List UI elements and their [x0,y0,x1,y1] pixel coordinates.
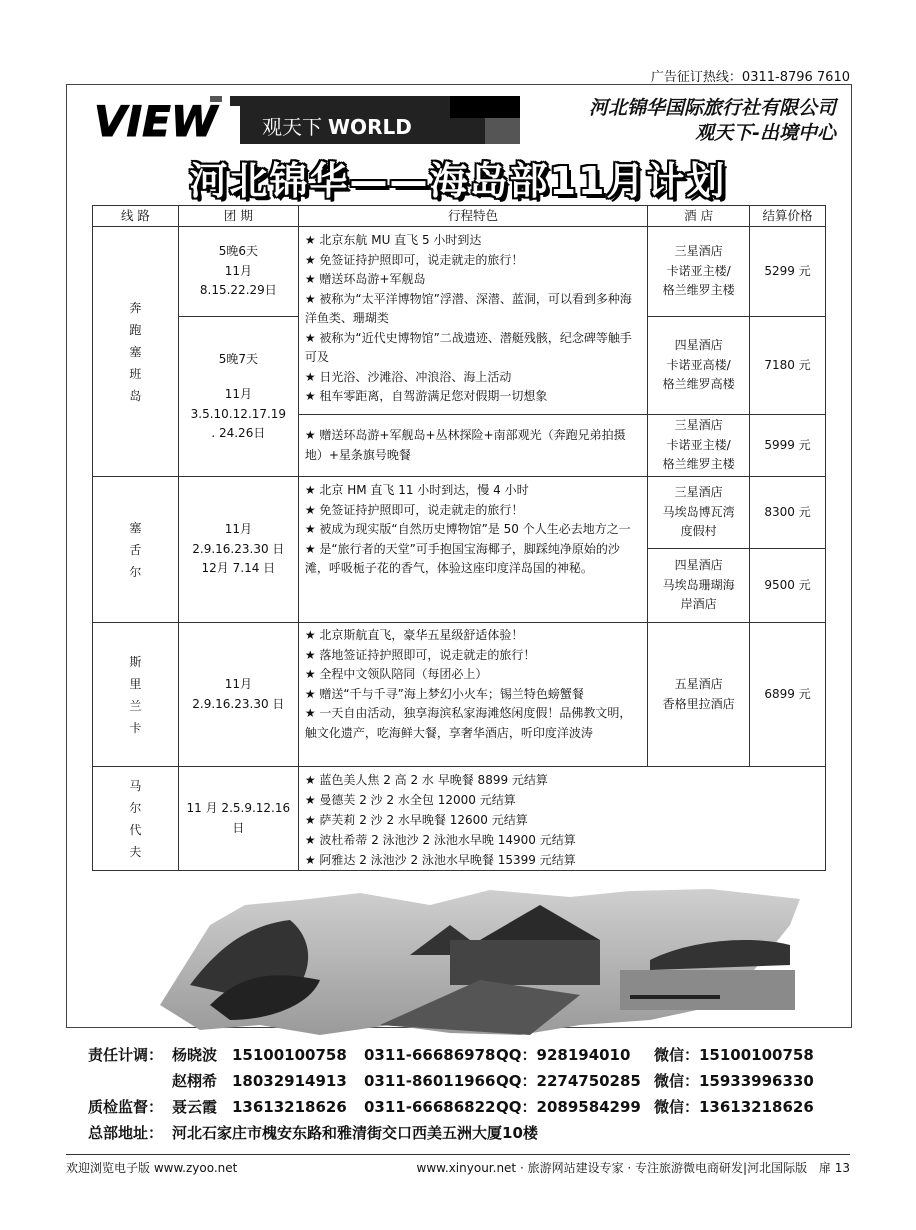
hotel-cell [648,415,750,477]
hotel-cell [648,227,750,317]
contact-wechat: 微信：15100100758 [654,1046,814,1064]
contact-wechat: 微信：15933996330 [654,1072,814,1090]
feature-item: ★ 波杜希蒂 2 泳池沙 2 泳池水早晚 14900 元结算 [304,833,576,847]
logo-brand: VIEW [94,97,218,144]
feature-item: ★ 被成为现实版“自然历史博物馆”是 50 个人生必去地方之一 [304,522,631,536]
feature-item: ★ 租车零距离，自驾游满足您对假期一切想象 [304,389,548,403]
contact-qq: QQ：2089584299 [496,1098,641,1116]
company-name: 河北锦华国际旅行社有限公司 [588,97,836,119]
hotel-text: 卡诺亚高楼/ [666,357,731,372]
features-cell [298,227,647,415]
hotel-text: 卡诺亚主楼/ [666,263,731,278]
dates-cell [178,317,298,477]
logo-cn: 观天下 [262,115,322,139]
contact-tel: 0311-86011966 [364,1072,496,1090]
header-price: 结算价格 [750,206,826,227]
feature-item: ★ 全程中文领队陪同（每团必上） [304,667,488,681]
contact-row [88,1042,814,1068]
feature-item: ★ 落地签证持护照即可，说走就走的旅行！ [304,647,536,662]
hotel-text: 度假村 [680,524,717,539]
price-cell: 5999 元 [750,415,826,477]
hotel-text: 格兰维罗主楼 [662,457,735,472]
feature-item: ★ 免签证持护照即可，说走就走的旅行！ [304,502,524,517]
price-cell: 6899 元 [750,623,826,767]
hotel-text: 三星酒店 [674,485,723,500]
contact-label: 质检监督： [88,1098,164,1116]
header-route: 线 路 [93,206,179,227]
dates-text: 11 月 2.5.9.12.16 [186,801,291,815]
price-cell: 9500 元 [750,549,826,623]
page-footer [66,1154,850,1175]
hotel-text: 马埃岛珊瑚海 [662,577,735,592]
feature-item: ★ 是“旅行者的天堂”可手抱国宝海椰子，脚踩纯净原始的沙滩，呼吸栀子花的香气，体验这座印度洋岛国的神秘。 [304,541,620,575]
feature-item: ★ 北京斯航直飞，豪华五星级舒适体验！ [304,628,524,642]
dates-cell [178,227,298,317]
feature-item: ★ 赠送环岛游+军舰岛 [304,272,426,286]
contact-tel: 0311-66686978 [364,1046,496,1064]
price-cell: 8300 元 [750,477,826,549]
dates-cell [178,623,298,767]
hotel-text: 香格里拉酒店 [662,696,735,711]
view-world-logo [90,96,520,144]
hotel-text: 格兰维罗高楼 [662,377,735,392]
feature-item: ★ 赠送环岛游+军舰岛+丛林探险+南部观光（奔跑兄弟拍摄地）+星条旗号晚餐 [304,428,626,462]
footer-left[interactable]: 欢迎浏览电子版 www.zyoo.net [66,1161,238,1175]
feature-item: ★ 一天自由活动，独享海滨私家海滩悠闲度假！品佛教文明，触文化遗产，吃海鲜大餐，享奢华酒店，听印度洋波涛 [304,706,632,740]
contact-mobile: 18032914913 [232,1072,347,1090]
feature-item: ★ 阿雅达 2 泳池沙 2 泳池水早晚餐 15399 元结算 [304,853,576,867]
footer-right [417,1159,850,1176]
dates-cell [178,767,298,871]
dates-text: 12月 7.14 日 [201,561,276,576]
feature-item: ★ 日光浴、沙滩浴、冲浪浴、海上活动 [304,369,512,384]
contact-mobile: 15100100758 [232,1046,347,1064]
logo-world: WORLD [328,115,412,139]
footer-right-text[interactable]: www.xinyour.net · 旅游网站建设专家 · 专注旅游微电商研发|河北国际版 [416,1161,808,1175]
hotel-text: 三星酒店 [674,244,723,259]
dates-text: . 24.26日 [211,426,266,440]
route-name: 奔跑塞班岛 [129,300,142,403]
table-row [93,227,826,317]
address-label: 总部地址： [88,1124,164,1142]
contact-row [88,1068,814,1094]
company-dept: 观天下-出境中心 [695,122,836,144]
hotel-text: 三星酒店 [674,418,723,433]
hotel-text: 格兰维罗主楼 [662,283,735,298]
hotel-text: 五星酒店 [674,677,723,691]
dates-text: 日 [232,820,245,835]
contact-name: 杨晓波 [172,1046,218,1064]
table-row [93,767,826,871]
feature-item: ★ 赠送“千与千寻”海上梦幻小火车；锡兰特色螃蟹餐 [304,686,584,701]
hotel-cell [648,477,750,549]
plan-table [92,205,826,871]
header-features: 行程特色 [298,206,647,227]
table-header-row [93,206,826,227]
hotel-cell [648,317,750,415]
hotel-text: 卡诺亚主楼/ [666,437,731,452]
table-row [93,623,826,767]
contact-wechat: 微信：13613218626 [654,1098,814,1116]
contacts-block [88,1042,814,1146]
dates-text: 8.15.22.29日 [199,283,277,298]
features-cell [298,415,647,477]
page-number: 扉 13 [818,1161,850,1175]
contact-row [88,1094,814,1120]
feature-item: ★ 萨芙莉 2 沙 2 水早晚餐 12600 元结算 [304,813,528,827]
address-row [88,1120,814,1146]
route-name: 斯里兰卡 [129,654,142,735]
dates-text: 2.9.16.23.30 日 [192,541,285,556]
hotel-cell [648,623,750,767]
dates-text: 5晚6天 [218,244,258,259]
features-cell [298,767,825,871]
feature-item: ★ 北京东航 MU 直飞 5 小时到达 [304,233,482,247]
route-cell [93,623,179,767]
feature-item: ★ 免签证持护照即可，说走就走的旅行！ [304,252,524,267]
hotel-cell [648,549,750,623]
contact-name: 聂云霞 [172,1098,218,1116]
hotel-text: 岸酒店 [680,597,717,612]
company-block [589,96,836,146]
dates-text: 5晚7天 [218,351,258,366]
dates-text: 2.9.16.23.30 日 [192,696,285,711]
feature-item: ★ 被称为“太平洋博物馆”浮潜、深潜、蓝洞，可以看到多种海洋鱼类、珊瑚类 [304,291,632,325]
feature-item: ★ 曼德芙 2 沙 2 水全包 12000 元结算 [304,793,516,807]
ad-hotline: 广告征订热线：0311-8796 7610 [650,70,850,85]
dates-text: 11月 [224,263,252,278]
dates-cell [178,477,298,623]
contact-mobile: 13613218626 [232,1098,347,1116]
features-cell [298,623,647,767]
hotel-text: 四星酒店 [674,558,723,573]
hotel-text: 马埃岛博瓦湾 [662,504,735,519]
dates-text: 3.5.10.12.17.19 [190,406,287,421]
dates-text: 11月 [224,522,252,537]
contact-qq: QQ：928194010 [496,1046,631,1064]
contact-qq: QQ：2274750285 [496,1072,641,1090]
table-row [93,477,826,549]
features-cell [298,477,647,623]
feature-item: ★ 蓝色美人焦 2 高 2 水 早晚餐 8899 元结算 [304,773,548,787]
header-dates: 团 期 [178,206,298,227]
hotel-text: 四星酒店 [674,338,723,353]
route-name: 塞舌尔 [129,520,142,579]
dates-text: 11月 [224,387,252,401]
island-photo-collage [150,885,810,1040]
route-cell [93,477,179,623]
page-title: 河北锦华——海岛部11月计划 [189,159,727,203]
contact-tel: 0311-66686822 [364,1098,496,1116]
price-cell: 5299 元 [750,227,826,317]
price-cell: 7180 元 [750,317,826,415]
feature-item: ★ 被称为“近代史博物馆”二战遗迹、潜艇残骸，纪念碑等触手可及 [304,330,632,364]
dates-text: 11月 [224,677,252,691]
route-cell [93,227,179,477]
address-value: 河北石家庄市槐安东路和雅清街交口西美五洲大厦10楼 [172,1124,538,1142]
contact-label: 责任计调： [88,1046,164,1064]
header-hotel: 酒 店 [648,206,750,227]
route-cell [93,767,179,871]
contact-name: 赵栩希 [172,1072,218,1090]
feature-item: ★ 北京 HM 直飞 11 小时到达，慢 4 小时 [304,483,529,497]
route-name: 马尔代夫 [129,778,142,859]
